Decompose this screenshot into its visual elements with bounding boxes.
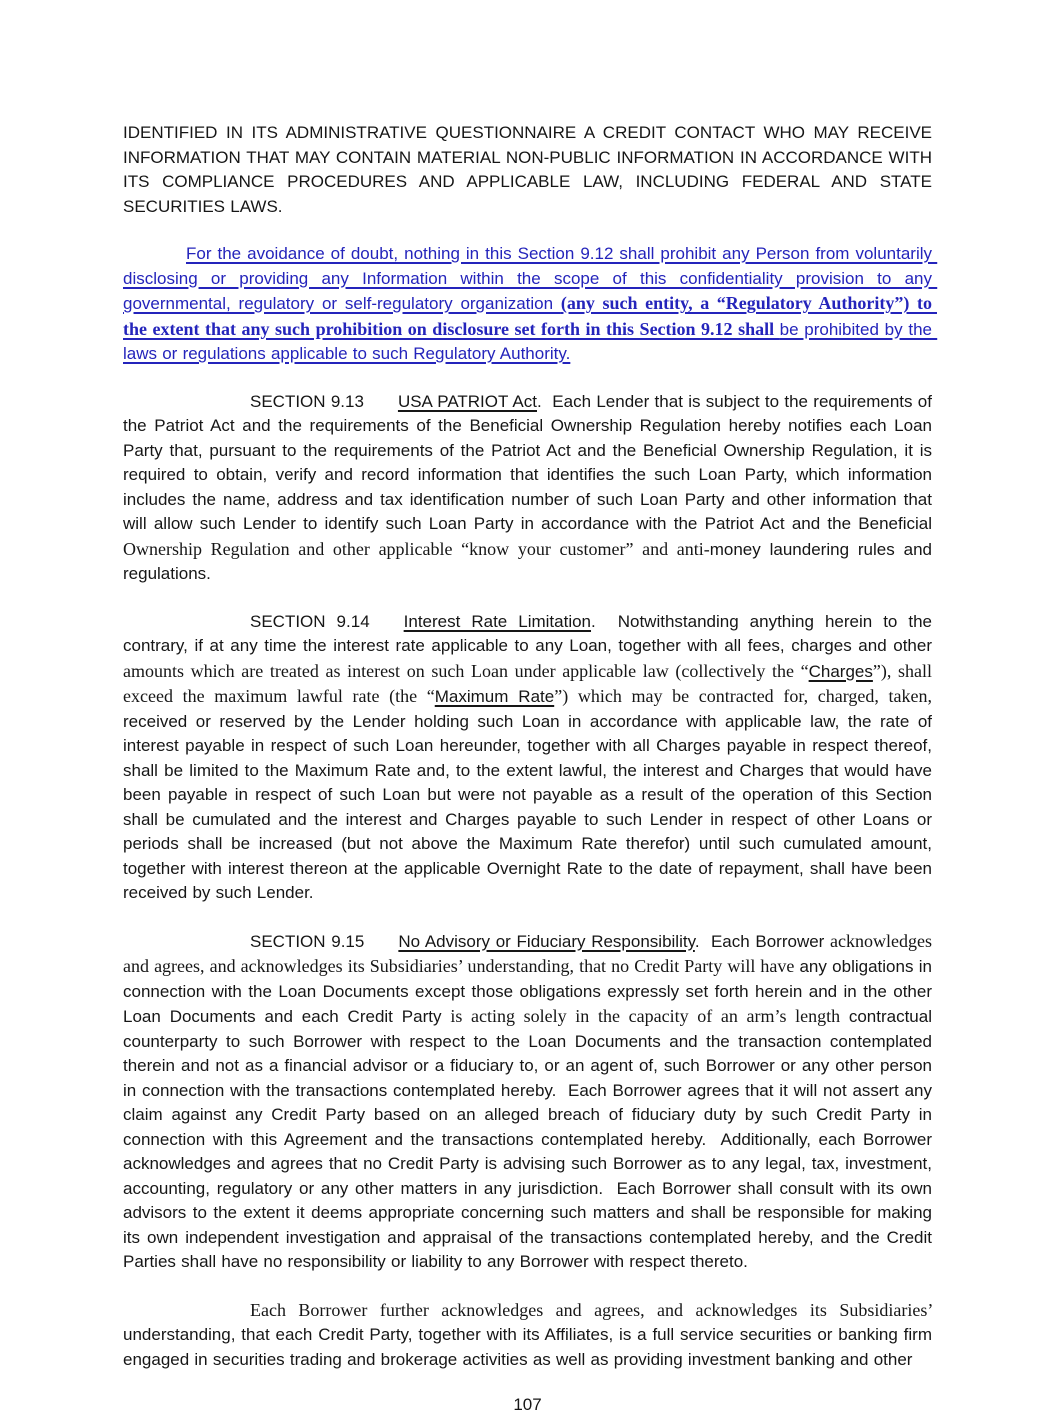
document-body [123,121,938,1372]
paragraph-borrower-acknowledgment [123,1298,938,1373]
text-run: . Each Borrower [694,931,831,951]
text-run: understanding, that each Credit Party, together with its Affiliates, is a full service securities or banking firm engaged in securities trading and brokerage activities as well as providing investment banking and other [123,1325,938,1369]
text-run: Each Borrower further acknowledges and agrees, and acknowledges its Subsidiaries’ [250,1299,937,1320]
text-run: ”), shall exceed the maximum lawful rate (the “ [123,660,938,706]
section-9-14-label: SECTION 9.14 [250,611,370,631]
paragraph-section-9-14-interest-rate-limitation [123,610,938,906]
text-run: . Notwithstanding anything herein to the contrary, if at any time the interest rate applicable to any Loan, together with all fees, charges and other [123,611,938,655]
paragraph-section-9-15-no-advisory [123,929,938,1275]
text-run: (any such entity, a “Regulatory Authority”) to the extent that any such prohibition on disclosure set forth in this Section 9.12 shall [123,293,937,339]
defined-term-charges: Charges [808,661,873,681]
text-run: any obligations in connection with the Loan Documents except those obligations expressly set forth herein and in the other Loan Documents and each Credit Party [123,957,938,1026]
text-run: contractual counterparty to such Borrower with respect to the Loan Documents and the transaction contemplated therein and not as a financial advisor or a fiduciary to, or an agent of, such Borrower or any other person in connection with the transactions contemplated hereby. Each Borrower agrees that it will not assert any claim against any Credit Party based on an alleged breach of fiduciary duty by such Credit Party in connection with this Agreement and the transactions contemplated hereby. Additionally, each Borrower acknowledges and agrees that no Credit Party is advising such Borrower as to any legal, tax, investment, accounting, regulatory or any other matters in any jurisdiction. Each Borrower shall consult with its own advisors to the extent it deems appropriate concerning such matters and shall be responsible for making its own independent investigation and appraisal of the transactions contemplated hereby, and the Credit Parties shall have no responsibility or liability to any Borrower with respect thereto. [123,1007,938,1271]
text-run: Ownership Regulation and other applicable “know your customer” and anti- [123,538,710,559]
paragraph-section-9-13-usa-patriot-act [123,390,938,587]
text-run: money laundering rules and regulations. [123,539,938,583]
text-run: amounts which are treated as interest on such Loan under applicable law (collectively the “ [123,660,809,681]
section-9-14-title: Interest Rate Limitation [403,611,592,631]
text-run: ”) which may be contracted for, charged, taken, [554,686,938,706]
paragraph-securities-laws-caps [123,121,938,219]
text-run: is acting solely in the capacity of an arm’s length [450,1006,849,1026]
text-run: acknowledges and agrees, and acknowledges its Subsidiaries’ understanding, that no Credit Party will have [123,930,938,976]
page-number: 107 [513,1395,542,1414]
section-9-13-title: USA PATRIOT Act [397,391,537,411]
text-run: . Each Lender that is subject to the requirements of the Patriot Act and the requirements of the Beneficial Ownership Regulation hereby notifies each Loan Party that, pursuant to the requirements of the Patriot Act and the Beneficial Ownership Regulation, it is required to obtain, verify and record information that identifies the such Loan Party, which information includes the name, address and tax identification number of such Loan Party and other information that will allow such Lender to identify such Loan Party in accordance with the Patriot Act and the Beneficial [123,391,938,533]
paragraph-section-9-12-avoidance [123,242,938,367]
section-9-15-label: SECTION 9.15 [250,931,365,951]
text-run: be prohibited by the laws or regulations applicable to such Regulatory Authority. [123,319,938,363]
defined-term-maximum-rate: Maximum Rate [434,687,555,706]
text-run: IDENTIFIED IN ITS ADMINISTRATIVE QUESTIONNAIRE A CREDIT CONTACT WHO MAY RECEIVE INFORMATION THAT MAY CONTAIN MATERIAL NON-PUBLIC INFORMATION IN ACCORDANCE WITH ITS COMPLIANCE PROCEDURES AND APPLICABLE LAW, INCLUDING FEDERAL AND STATE SECURITIES LAWS. [123,123,938,216]
section-9-15-title: No Advisory or Fiduciary Responsibility [398,931,695,951]
section-9-13-label: SECTION 9.13 [250,391,364,411]
text-run: received or reserved by the Lender holding such Loan in accordance with applicable law, the rate of interest payable in respect of such Loan hereunder, together with all Charges payable in respect thereof, shall be limited to the Maximum Rate and, to the extent lawful, the interest and Charges that would have been payable in respect of such Loan but were not payable as a result of the operation of this Section shall be cumulated and the interest and Charges payable to such Lender in respect of other Loans or periods shall be increased (but not above the Maximum Rate therefor) until such cumulated amount, together with interest thereon at the applicable Overnight Rate to the date of repayment, shall have been received by such Lender. [123,711,938,902]
text-run: For the avoidance of doubt, nothing in this Section 9.12 shall prohibit any Person from voluntarily disclosing or providing any Information within the scope of this confidentiality provision to any governmental, regulatory or self-regulatory organization [123,244,938,313]
